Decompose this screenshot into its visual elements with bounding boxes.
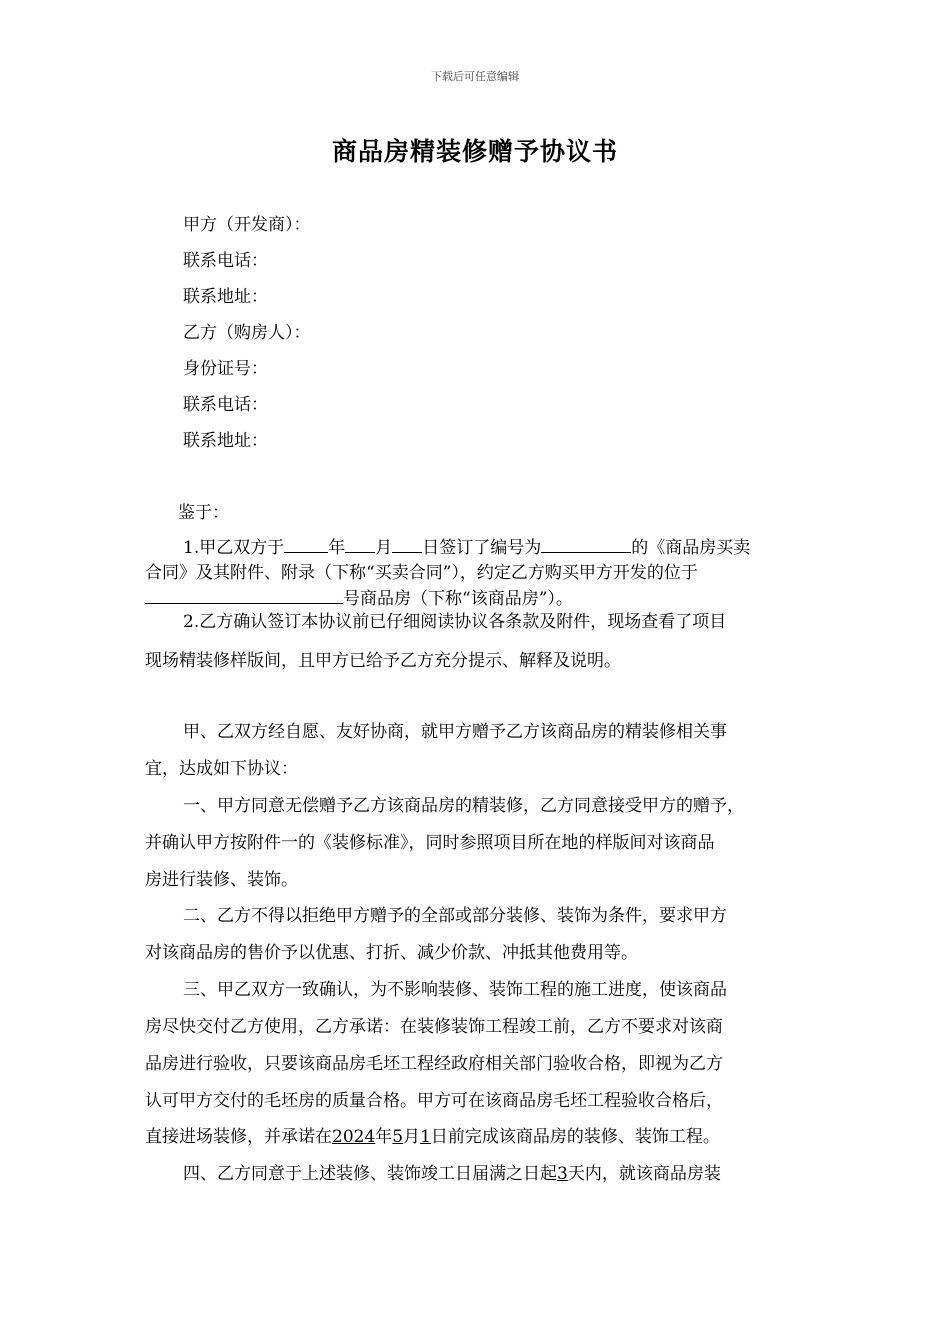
document-title: 商品房精装修赠予协议书 bbox=[331, 137, 618, 166]
whereas-item-1-line-3: 号商品房（下称“该商品房”）。 bbox=[145, 587, 573, 610]
preamble-line-2: 宜，达成如下协议： bbox=[145, 759, 298, 779]
completion-year: 2024 bbox=[332, 1127, 376, 1147]
whereas-label: 鉴于： bbox=[178, 503, 229, 523]
clause-4-line-1: 四、乙方同意于上述装修、装饰竣工日届满之日起3天内，就该商品房装 bbox=[183, 1164, 721, 1184]
blank-property-location bbox=[145, 587, 343, 604]
clause-3-line-5: 直接进场装修，并承诺在2024年5月1日前完成该商品房的装修、装饰工程。 bbox=[145, 1127, 720, 1147]
party-b-address: 联系地址： bbox=[183, 431, 268, 451]
inspection-days: 3 bbox=[557, 1164, 568, 1184]
blank-year bbox=[284, 536, 328, 553]
clause-1-line-2: 并确认甲方按附件一的《装修标准》，同时参照项目所在地的样版间对该商品 bbox=[145, 833, 715, 853]
completion-month: 5 bbox=[392, 1127, 404, 1147]
clause-2-line-2: 对该商品房的售价予以优惠、打折、减少价款、冲抵其他费用等。 bbox=[145, 943, 638, 963]
header-note: 下载后可任意编辑 bbox=[431, 70, 519, 83]
whereas-item-1-line-1: 1.甲乙双方于 年 月 日签订了编号为 的《商品房买卖 bbox=[183, 538, 751, 558]
blank-day bbox=[392, 536, 422, 553]
blank-contract-number bbox=[541, 536, 631, 553]
whereas-item-2-line-1: 2.乙方确认签订本协议前已仔细阅读协议各条款及附件，现场查看了项目 bbox=[183, 612, 727, 632]
party-b-buyer: 乙方（购房人）： bbox=[183, 323, 311, 343]
completion-day: 1 bbox=[420, 1127, 431, 1147]
clause-1-line-3: 房进行装修、装饰。 bbox=[145, 870, 298, 890]
clause-3-line-1: 三、甲乙双方一致确认，为不影响装修、装饰工程的施工进度，使该商品 bbox=[183, 980, 727, 1000]
party-b-id-number: 身份证号： bbox=[183, 359, 268, 379]
whereas-item-1-line-2: 合同》及其附件、附录（下称“买卖合同”），约定乙方购买甲方开发的位于 bbox=[145, 563, 698, 583]
whereas-item-2-line-2: 现场精装修样版间，且甲方已给予乙方充分提示、解释及说明。 bbox=[145, 651, 621, 671]
party-a-address: 联系地址： bbox=[183, 287, 268, 307]
clause-3-line-4: 认可甲方交付的毛坯房的质量合格。甲方可在该商品房毛坯工程验收合格后， bbox=[145, 1091, 723, 1111]
party-a-phone: 联系电话： bbox=[183, 251, 268, 271]
party-a-developer: 甲方（开发商）： bbox=[183, 215, 311, 235]
clause-3-line-3: 品房进行验收，只要该商品房毛坯工程经政府相关部门验收合格，即视为乙方 bbox=[145, 1054, 723, 1074]
blank-month bbox=[345, 536, 375, 553]
clause-1-line-1: 一、甲方同意无偿赠予乙方该商品房的精装修，乙方同意接受甲方的赠予， bbox=[183, 796, 744, 816]
clause-2-line-1: 二、乙方不得以拒绝甲方赠予的全部或部分装修、装饰为条件，要求甲方 bbox=[183, 906, 727, 926]
preamble-line-1: 甲、乙双方经自愿、友好协商，就甲方赠予乙方该商品房的精装修相关事 bbox=[183, 722, 727, 742]
party-b-phone: 联系电话： bbox=[183, 395, 268, 415]
clause-3-line-2: 房尽快交付乙方使用，乙方承诺：在装修装饰工程竣工前，乙方不要求对该商 bbox=[145, 1017, 723, 1037]
